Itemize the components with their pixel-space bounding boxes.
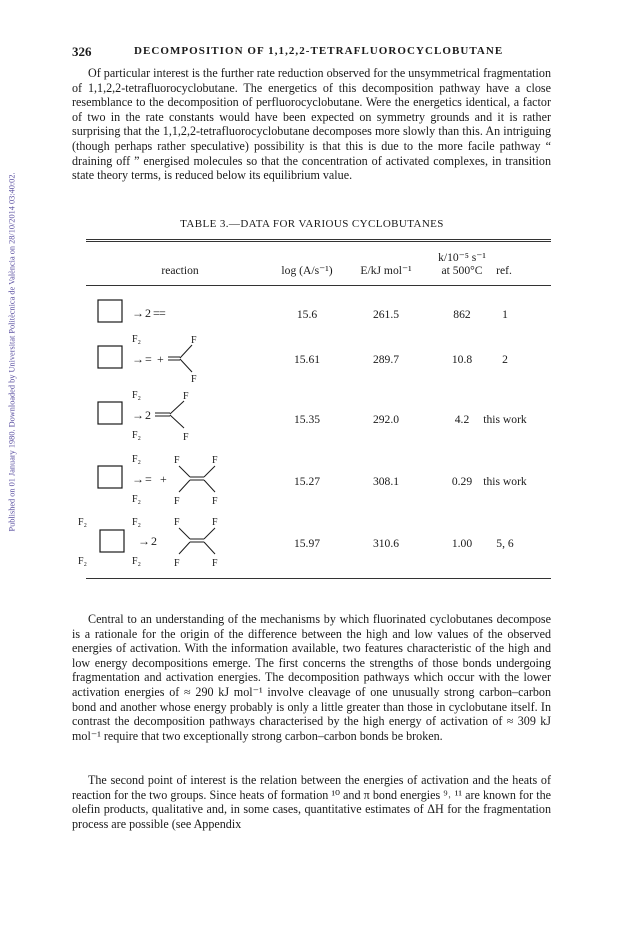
header-activation-energy: E/kJ mol⁻¹ — [360, 264, 412, 277]
fluorine-label: F — [212, 496, 218, 507]
page-number: 326 — [72, 44, 92, 59]
fluorine-label: F — [212, 558, 218, 569]
header-ref: ref. — [496, 264, 512, 277]
cf-bond — [204, 542, 215, 554]
reaction-arrow: → — [132, 472, 144, 486]
reaction-difluorocyclobutane — [88, 332, 268, 386]
cell-ref: 1 — [502, 308, 508, 321]
table-caption: TABLE 3.—DATA FOR VARIOUS CYCLOBUTANES — [180, 218, 444, 230]
paragraph-rate-reduction: Of particular interest is the further rate reduction observed for the unsymmetrical fragmentation of 1,1,2,2-tetrafluorocyclobutane. The energetics of this decomposition pathway have a close resemblance to the decomposition of perfluorocyclobutane. Were the energetics identical, a factor of two in the rate constants would have been expected on symmetry grounds and it is rather surprising that the 1,1,2,2-tetrafluorocyclobutane decomposes more slowly than this. An intriguing (though perhaps rather speculative) possibility is that this is due to the more facile pathway “ draining off ” energised molecules so that the concentration of activated complexes, in transition state theory terms, is reduced below its equilibrium value. — [72, 66, 551, 183]
ring-f2-label: F₂ — [132, 334, 142, 345]
cell-rate-constant: 10.8 — [451, 353, 473, 366]
fluorine-label: F — [174, 517, 180, 528]
cell-log-a: 15.27 — [293, 475, 321, 488]
cell-ref: this work — [483, 413, 527, 426]
cf-bond-lower — [180, 359, 192, 372]
cell-rate-constant: 862 — [453, 308, 471, 321]
plus-sign: + — [157, 352, 164, 366]
ring-f2-label: F₂ — [132, 390, 142, 401]
ring-f2-label: F₂ — [78, 517, 88, 528]
coefficient-two: 2 — [151, 534, 157, 548]
reaction-arrow: → — [132, 306, 144, 320]
cell-log-a: 15.6 — [296, 308, 318, 321]
cell-activation-energy: 261.5 — [372, 308, 400, 321]
download-watermark-text: Published on 01 January 1980. Downloaded by Universitat Politècnica de València on 28/10/2014 03:40:02. — [7, 172, 17, 532]
reaction-arrow: → — [132, 408, 144, 422]
header-rate-temperature: at 500°C — [441, 264, 483, 277]
tetrafluorocyclobutane-ring — [98, 402, 122, 424]
running-header — [72, 44, 552, 62]
fluorine-label: F — [174, 558, 180, 569]
perfluorocyclobutane-ring — [100, 530, 124, 552]
ring-f2-label: F₂ — [132, 430, 142, 441]
cyclobutane-ring — [98, 300, 122, 322]
header-reaction: reaction — [161, 264, 199, 277]
table-bottom-rule — [86, 578, 551, 579]
table-top-rule — [86, 239, 551, 240]
cell-ref: this work — [483, 475, 527, 488]
ring-f2-label: F₂ — [132, 454, 142, 465]
fluorine-label: F — [174, 455, 180, 466]
cf-bond-upper — [170, 401, 184, 414]
reaction-cyclobutane — [88, 296, 268, 336]
cell-activation-energy: 289.7 — [372, 353, 400, 366]
cell-rate-constant: 0.29 — [451, 475, 473, 488]
cf-bond — [179, 528, 190, 539]
table-top-rule-double — [86, 241, 551, 242]
header-log-a: log (A/s⁻¹) — [281, 264, 333, 277]
header-rate-constant: k/10⁻⁵ s⁻¹ — [438, 251, 486, 264]
cf-bond — [204, 480, 215, 492]
cf-bond — [179, 480, 190, 492]
reaction-1133-tetrafluorocyclobutane — [88, 388, 268, 450]
fluorine-label: F — [191, 335, 197, 346]
coefficient-two: 2 — [145, 306, 151, 320]
cell-log-a: 15.61 — [293, 353, 321, 366]
cf-bond — [179, 542, 190, 554]
cell-activation-energy: 310.6 — [372, 537, 400, 550]
ethylene-double-bond: = — [145, 352, 152, 366]
ring-f2-label: F₂ — [132, 517, 142, 528]
difluorocyclobutane-ring — [98, 346, 122, 368]
cell-rate-constant: 4.2 — [454, 413, 470, 426]
fluorine-label: F — [212, 517, 218, 528]
cf-bond-lower — [170, 415, 184, 428]
ethylene-double-bond: = — [145, 472, 152, 486]
reaction-1122-tetrafluorocyclobutane — [88, 452, 268, 514]
cf-bond — [179, 466, 190, 477]
ethylene-double-bond: = — [159, 306, 166, 320]
reaction-arrow: → — [138, 534, 150, 548]
ring-f2-label: F₂ — [132, 494, 142, 505]
cell-ref: 2 — [502, 353, 508, 366]
cell-log-a: 15.35 — [293, 413, 321, 426]
cell-ref: 5, 6 — [496, 537, 514, 550]
ring-f2-label: F₂ — [78, 556, 88, 567]
reaction-perfluorocyclobutane — [78, 514, 268, 580]
reaction-arrow: → — [132, 352, 144, 366]
fluorine-label: F — [183, 391, 189, 402]
cell-rate-constant: 1.00 — [451, 537, 473, 550]
coefficient-two: 2 — [145, 408, 151, 422]
cell-activation-energy: 292.0 — [372, 413, 400, 426]
cell-activation-energy: 308.1 — [372, 475, 400, 488]
paragraph-mechanisms: Central to an understanding of the mechanisms by which fluorinated cyclobutanes decompose is a rationale for the origin of the difference between the high and low values of the observed energies of activation. With the information available, two features characteristic of the high and low energy decompositions emerge. The first concerns the strengths of those bonds undergoing fragmentation and activation energies. The decomposition pathways which occur with the lower activation energies of ≈ 290 kJ mol⁻¹ involve cleavage of one unusually strong carbon–carbon bond and another whose energy probably is only a little greater than those in cyclobutane itself. In contrast the decomposition pathways characterised by the high energy of activation of ≈ 309 kJ mol⁻¹ require that two exceptionally strong carbon–carbon bonds be broken. — [72, 612, 551, 743]
fluorine-label: F — [212, 455, 218, 466]
ethylene-double-bond: = — [153, 306, 160, 320]
download-watermark — [4, 104, 20, 600]
fluorine-label: F — [191, 374, 197, 385]
cf-bond — [204, 528, 215, 539]
ring-f2-label: F₂ — [132, 556, 142, 567]
plus-sign: + — [160, 472, 167, 486]
paragraph-second-point: The second point of interest is the relation between the energies of activation and the heats of reaction for the two groups. Since heats of formation ¹⁰ and π bond energies ⁹˒ ¹¹ are known for the olefin products, qualitative and, in some cases, quantitative estimates of ΔH for the fragmentation process are possible (see Appendix — [72, 773, 551, 831]
cell-log-a: 15.97 — [293, 537, 321, 550]
table-header-rule — [86, 285, 551, 286]
fluorine-label: F — [174, 496, 180, 507]
cf-bond-upper — [180, 345, 192, 358]
running-title: DECOMPOSITION OF 1,1,2,2-TETRAFLUOROCYCLOBUTANE — [134, 45, 504, 57]
tetrafluorocyclobutane-ring — [98, 466, 122, 488]
cf-bond — [204, 466, 215, 477]
fluorine-label: F — [183, 432, 189, 443]
